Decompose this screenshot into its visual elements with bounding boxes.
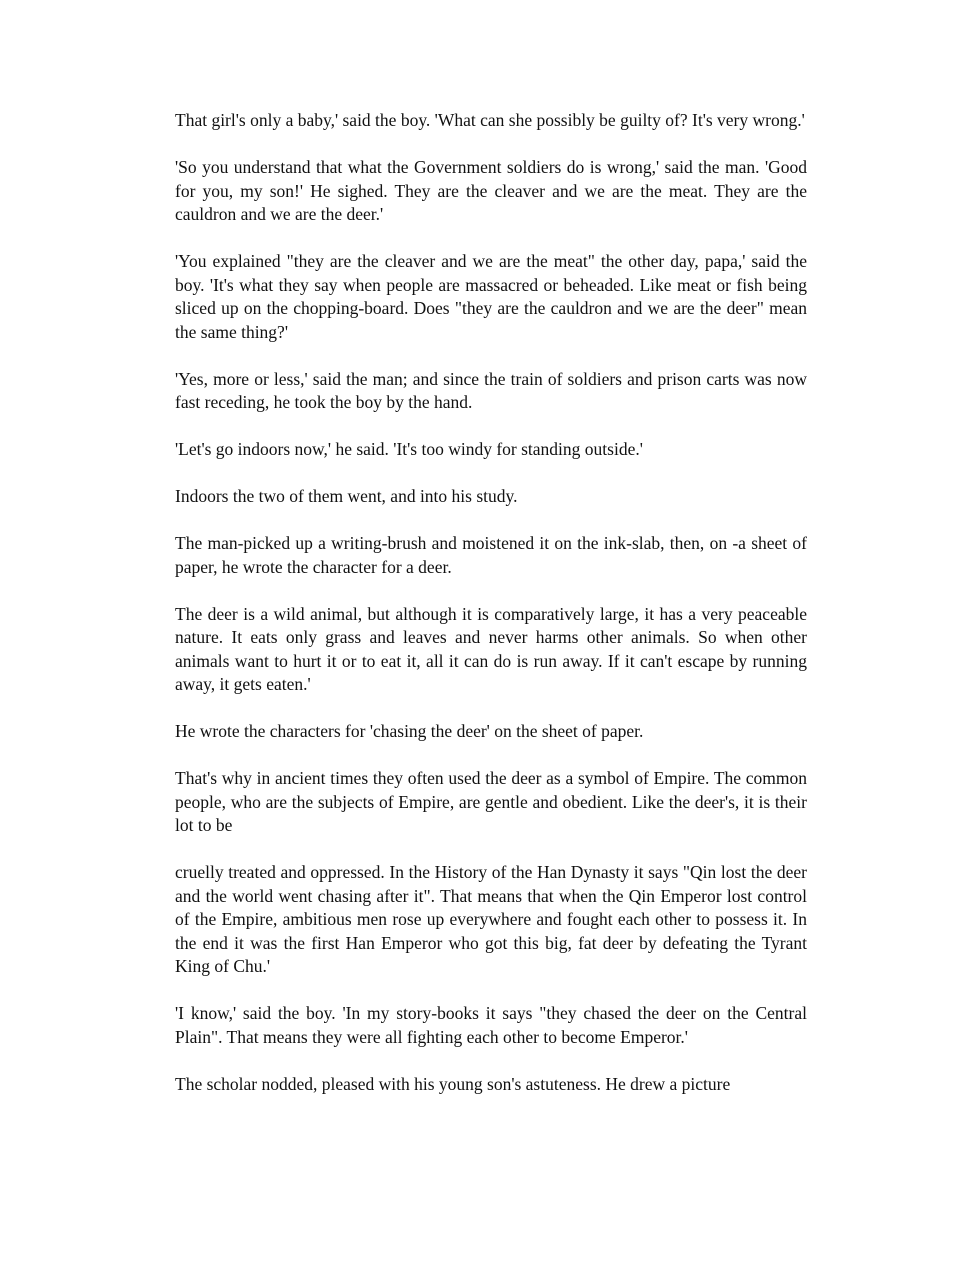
paragraph-8: The deer is a wild animal, but although it is comparatively large, it has a very peaceable nature. It eats only grass and leaves and never harms other animals. So when other animals want to hurt it or to eat it, all it can do is run away. If it can't escape by running away, it gets eaten.' — [175, 603, 807, 694]
document-page — [175, 109, 807, 1096]
paragraph-7: The man-picked up a writing-brush and moistened it on the ink-slab, then, on -a sheet of paper, he wrote the character for a deer. — [175, 533, 807, 577]
paragraph-10: That's why in ancient times they often used the deer as a symbol of Empire. The common people, who are the subjects of Empire, are gentle and obedient. Like the deer's, it is their lot to be — [175, 768, 807, 835]
paragraph-4: 'Yes, more or less,' said the man; and since the train of soldiers and prison carts was now fast receding, he took the boy by the hand. — [175, 368, 807, 412]
paragraph-11: cruelly treated and oppressed. In the History of the Han Dynasty it says "Qin lost the deer and the world went chasing after it". That means that when the Qin Emperor lost control of the Empire, ambitious men rose up everywhere and fought each other to possess it. In the end it was the first Han Emperor who got this big, fat deer by defeating the Tyrant King of Chu.' — [175, 862, 807, 976]
paragraph-13: The scholar nodded, pleased with his young son's astuteness. He drew a picture — [175, 1073, 731, 1094]
paragraph-1: That girl's only a baby,' said the boy. 'What can she possibly be guilty of? It's very wrong.' — [175, 110, 805, 130]
paragraph-3: 'You explained "they are the cleaver and we are the meat" the other day, papa,' said the boy. 'It's what they say when people are massacred or beheaded. Like meat or fish being sliced up on the chopping-board. Does "they are the cauldron and we are the deer" mean the same thing?' — [175, 251, 807, 342]
paragraph-2: 'So you understand that what the Government soldiers do is wrong,' said the man. 'Good for you, my son!' He sighed. They are the cleaver and we are the meat. They are the cauldron and we are the deer.' — [175, 157, 807, 224]
paragraph-9: He wrote the characters for 'chasing the deer' on the sheet of paper. — [175, 721, 644, 741]
paragraph-12: 'I know,' said the boy. 'In my story-books it says "they chased the deer on the Central Plain". That means they were all fighting each other to become Emperor.' — [175, 1003, 807, 1047]
paragraph-6: Indoors the two of them went, and into his study. — [175, 486, 518, 506]
paragraph-5: 'Let's go indoors now,' he said. 'It's too windy for standing outside.' — [175, 439, 643, 459]
